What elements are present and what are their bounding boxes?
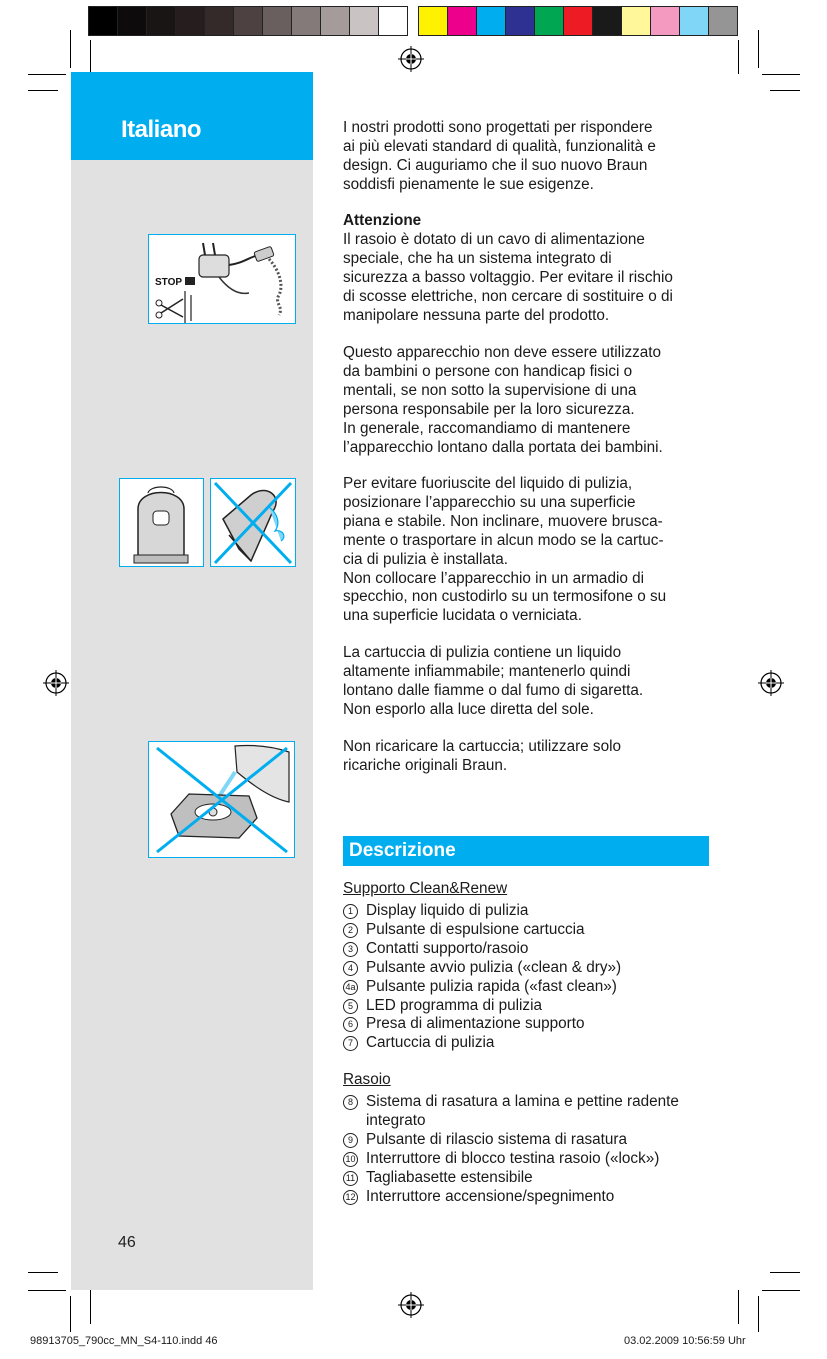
page-number: 46	[118, 1234, 136, 1251]
part-label: Pulsante di rilascio sistema di rasatura	[366, 1130, 628, 1148]
part-number-badge: 8	[343, 1095, 358, 1110]
color-swatch	[117, 6, 147, 36]
color-swatch	[563, 6, 593, 36]
color-swatch	[204, 6, 234, 36]
color-swatch	[88, 6, 118, 36]
part-number-badge: 6	[343, 1017, 358, 1032]
color-swatch	[447, 6, 477, 36]
part-label: Interruttore di blocco testina rasoio («lock»)	[366, 1149, 660, 1167]
shaver-heading: Rasoio	[343, 1071, 391, 1088]
color-swatch	[476, 6, 506, 36]
color-swatch	[505, 6, 535, 36]
part-number-badge: 11	[343, 1171, 358, 1186]
warning-paragraph-5: Non ricaricare la cartuccia; utilizzare solo ricariche originali Braun.	[343, 738, 621, 774]
footer-file-info: 98913705_790cc_MN_S4-110.indd 46	[30, 1335, 218, 1347]
color-swatch	[262, 6, 292, 36]
part-number-badge: 1	[343, 904, 358, 919]
color-swatch	[291, 6, 321, 36]
registration-mark-right	[758, 670, 784, 696]
part-number-badge: 2	[343, 923, 358, 938]
part-label: Contatti supporto/rasoio	[366, 939, 529, 957]
illustration-station-tilted-crossed	[210, 478, 296, 567]
color-swatch	[378, 6, 408, 36]
part-number-badge: 3	[343, 942, 358, 957]
color-swatch	[534, 6, 564, 36]
part-label: Display liquido di pulizia	[366, 902, 529, 919]
section-title: Descrizione	[349, 840, 456, 861]
warning-paragraph-3: Per evitare fuoriuscite del liquido di pulizia, posizionare l’apparecchio su una superficie piana e stabile. Non inclinare, muovere brusca- mente o trasportare in alcun modo se la cartuc- cia di pulizia è installata. Non collocare l’apparecchio in un armadio di specchio, non custodirlo su un termosifone o su una superficie lucidata o verniciata.	[343, 475, 667, 625]
color-swatch	[650, 6, 680, 36]
warning-paragraph-2: Questo apparecchio non deve essere utilizzato da bambini o persone con handicap fisici o mentali, se non sotto la supervisione di una persona responsabile per la loro sicurezza. In generale, raccomandiamo di mantenere l’apparecchio lontano dalla portata dei bambini.	[343, 344, 663, 456]
part-number-badge: 5	[343, 999, 358, 1014]
warning-paragraph-4: La cartuccia di pulizia contiene un liquido altamente infiammabile; mantenerlo quindi lontano dalle fiamme o dal fumo di sigaretta. Non esporlo alla luce diretta del sole.	[343, 644, 644, 718]
warning-heading: Attenzione	[343, 212, 422, 229]
part-label: Pulsante avvio pulizia («clean & dry»)	[366, 958, 622, 976]
color-swatch	[679, 6, 709, 36]
color-swatch	[592, 6, 622, 36]
language-title: Italiano	[121, 116, 202, 143]
part-label: Pulsante pulizia rapida («fast clean»)	[366, 977, 617, 995]
color-swatch	[621, 6, 651, 36]
warning-paragraph-1: Il rasoio è dotato di un cavo di alimentazione speciale, che ha un sistema integrato di sicurezza a basso voltaggio. Per evitare il rischio di scosse elettriche, non cercare di sostituire o di manipolare nessuna parte del prodotto.	[343, 231, 673, 324]
part-label: Tagliabasette estensibile	[366, 1168, 533, 1186]
illustration-station-upright	[119, 478, 204, 567]
color-swatch	[175, 6, 205, 36]
part-label: Cartuccia di pulizia	[366, 1034, 495, 1052]
part-label: Presa di alimentazione supporto	[366, 1015, 585, 1033]
illustration-plug-stop	[148, 234, 296, 324]
color-swatch	[233, 6, 263, 36]
part-number-badge: 10	[343, 1152, 358, 1167]
part-number-badge: 7	[343, 1036, 358, 1051]
registration-mark-bottom	[398, 1292, 424, 1318]
part-label: Interruttore accensione/spegnimento	[366, 1187, 615, 1205]
part-label: Pulsante di espulsione cartuccia	[366, 920, 585, 938]
color-swatch	[349, 6, 379, 36]
part-number-badge: 9	[343, 1133, 358, 1148]
footer-timestamp: 03.02.2009 10:56:59 Uhr	[624, 1335, 746, 1347]
part-number-badge: 12	[343, 1190, 358, 1205]
color-swatch	[146, 6, 176, 36]
part-label: Sistema di rasatura a lamina e pettine radente integrato	[366, 1093, 679, 1129]
part-label: LED programma di pulizia	[366, 996, 542, 1014]
stop-label: STOP	[155, 277, 183, 288]
station-heading: Supporto Clean&Renew	[343, 880, 508, 897]
registration-mark-left	[43, 670, 69, 696]
registration-mark-top	[398, 46, 424, 72]
part-number-badge: 4	[343, 961, 358, 976]
color-swatch	[708, 6, 738, 36]
color-swatch	[418, 6, 448, 36]
part-number-badge: 4a	[343, 980, 358, 995]
color-swatch	[320, 6, 350, 36]
intro-paragraph: I nostri prodotti sono progettati per rispondere ai più elevati standard di qualità, funzionalità e design. Ci auguriamo che il suo nuovo Braun soddisfi pienamente le sue esigenze.	[343, 119, 656, 193]
illustration-refill-crossed	[148, 741, 295, 858]
